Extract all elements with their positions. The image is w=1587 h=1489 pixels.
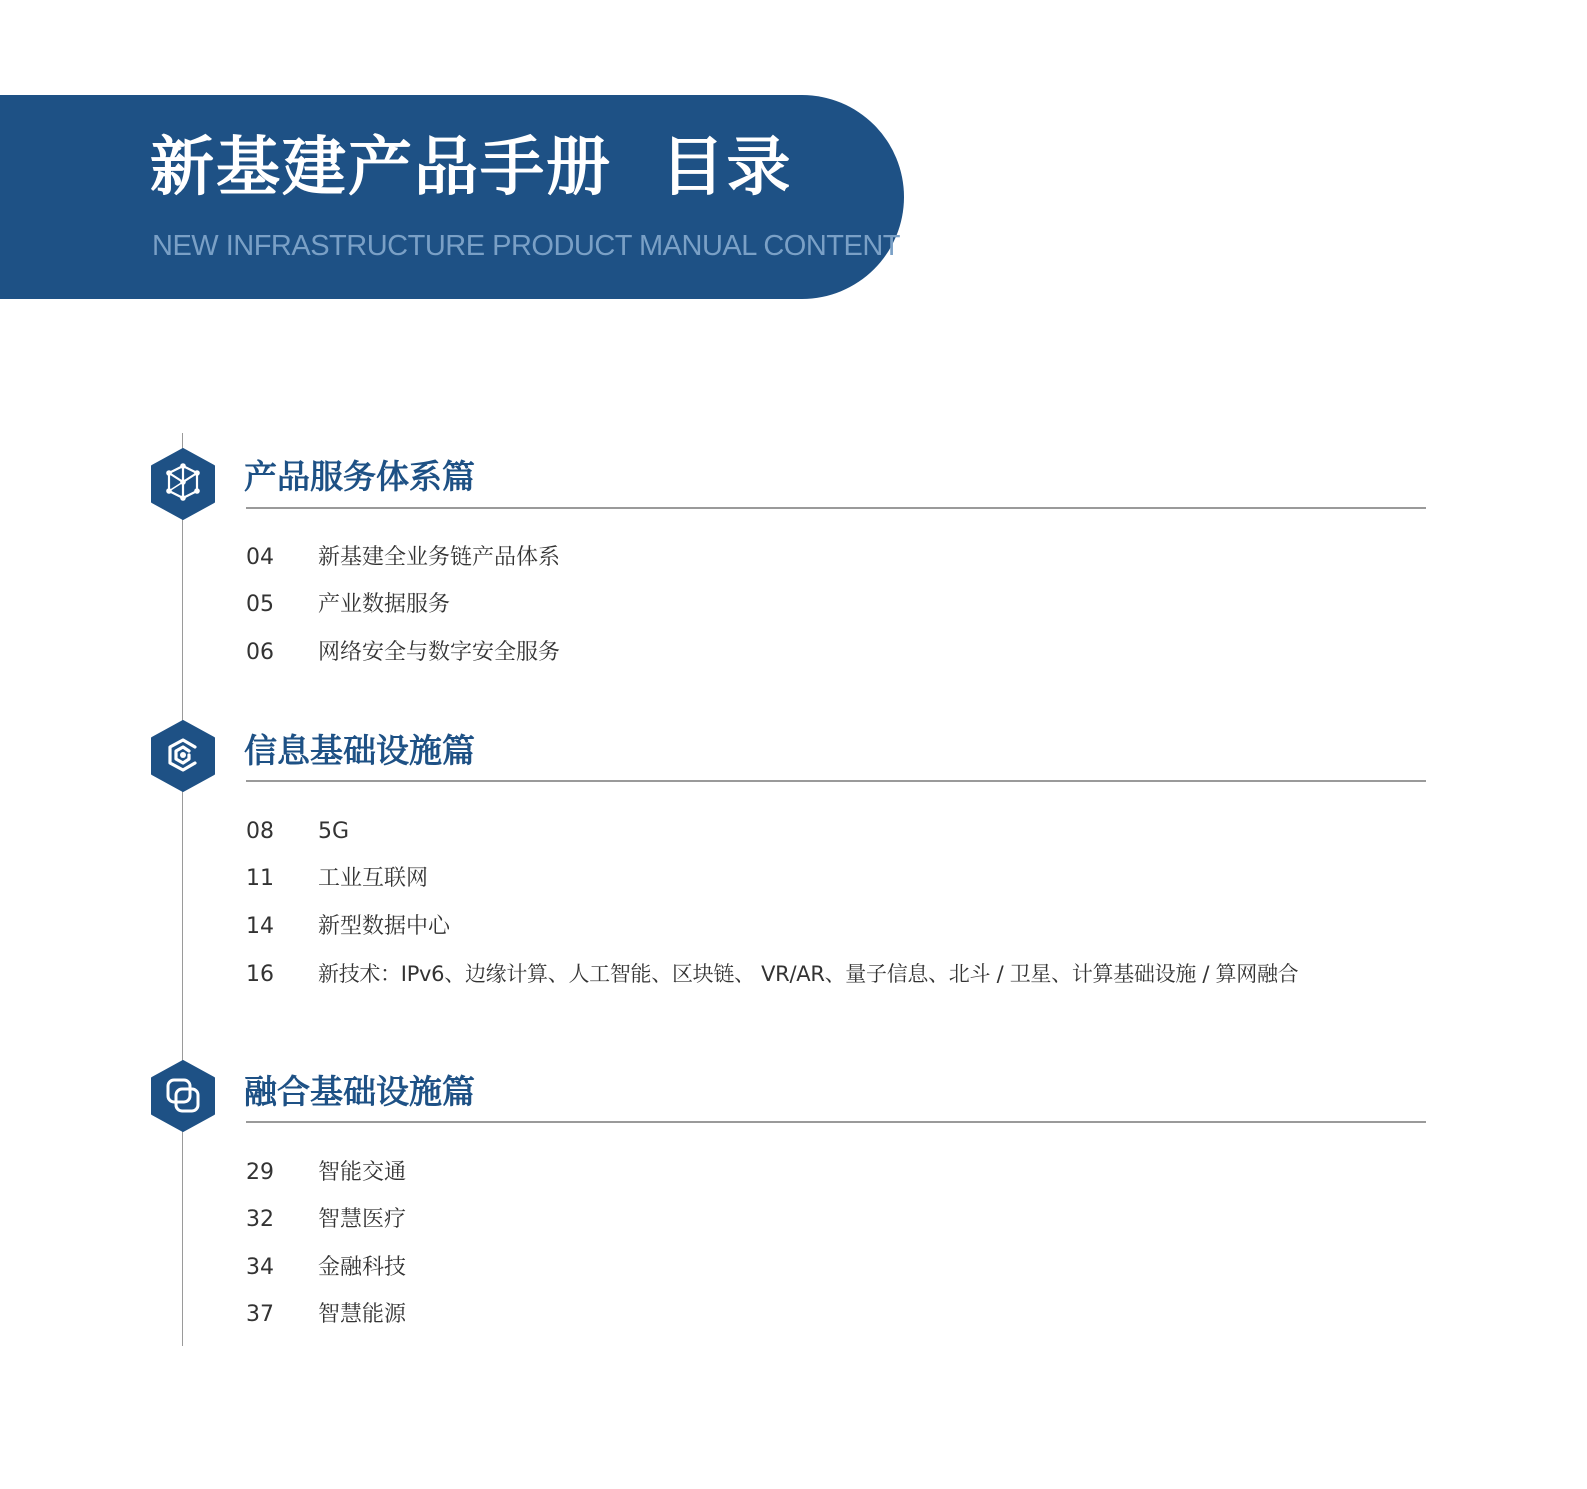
toc-page-number: 08 [246,819,274,844]
toc-item-label: 5G [318,819,350,844]
page-title: 新基建产品手册 目录 [150,131,793,205]
section-divider [246,780,1426,782]
toc-item-label: 产业数据服务 [318,592,451,617]
toc-item[interactable] [246,541,560,575]
toc-page-number: 29 [246,1160,274,1185]
section-title: 产品服务体系篇 [244,457,475,496]
toc-item-label: 新技术：IPv6、边缘计算、人工智能、区块链、 VR/AR、量子信息、北斗 / 卫星、计算基础设施 / 算网融合 [318,962,1299,986]
toc-item[interactable] [246,1156,406,1190]
toc-page-number: 04 [246,545,274,570]
toc-item[interactable] [246,815,349,849]
toc-item[interactable] [246,957,1298,991]
toc-page-number: 37 [246,1302,274,1327]
toc-item-label: 新型数据中心 [318,914,451,939]
hexagon-chip-icon [149,719,217,793]
overlapping-squares-icon [149,1059,217,1133]
section-divider [246,507,1426,509]
toc-item[interactable] [246,636,560,670]
toc-page-number: 16 [246,962,274,987]
toc-page-number: 32 [246,1207,274,1232]
timeline-line [182,433,183,1346]
section-title: 融合基础设施篇 [244,1072,475,1111]
toc-page-number: 11 [246,866,274,891]
toc-item[interactable] [246,1251,406,1285]
toc-page-number: 05 [246,592,274,617]
toc-item-label: 智慧医疗 [318,1207,407,1232]
toc-page-number: 14 [246,914,274,939]
toc-page-number: 06 [246,640,274,665]
toc-item[interactable] [246,1298,406,1332]
cube-network-icon [149,447,217,521]
toc-item-label: 新基建全业务链产品体系 [318,545,561,570]
toc-item-label: 网络安全与数字安全服务 [318,640,561,665]
section-title: 信息基础设施篇 [244,731,475,770]
toc-item[interactable] [246,588,450,622]
toc-item-label: 金融科技 [318,1255,407,1280]
page-subtitle: NEW INFRASTRUCTURE PRODUCT MANUAL CONTENT [152,230,901,262]
toc-page-number: 34 [246,1255,274,1280]
toc-item-label: 智慧能源 [318,1302,407,1327]
toc-item-label: 工业互联网 [318,866,429,891]
toc-item[interactable] [246,862,428,896]
section-divider [246,1121,1426,1123]
toc-item[interactable] [246,910,450,944]
toc-item-label: 智能交通 [318,1160,407,1185]
toc-item[interactable] [246,1203,406,1237]
